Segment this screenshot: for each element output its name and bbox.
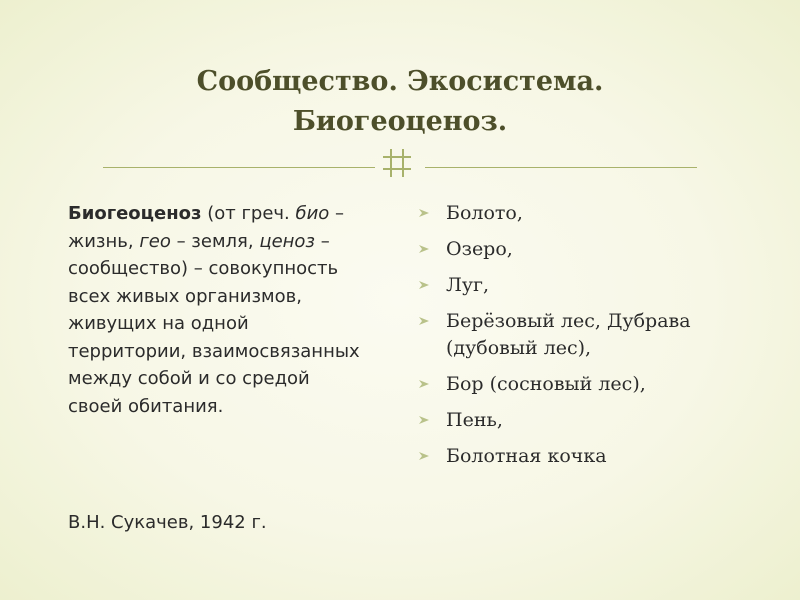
bullet-icon <box>418 243 430 255</box>
bullet-icon <box>418 450 430 462</box>
definition-seg-1: (от греч. <box>201 203 296 224</box>
author-citation: В.Н. Сукачев, 1942 г. <box>68 512 267 533</box>
list-item-text: Озеро, <box>446 238 513 260</box>
list-item-text: Болото, <box>446 202 523 224</box>
list-item <box>418 236 718 263</box>
definition-text <box>68 200 368 420</box>
ornament-icon <box>381 147 413 179</box>
list-item <box>418 371 718 398</box>
list-item-text: Пень, <box>446 409 503 431</box>
bullet-icon <box>418 315 430 327</box>
definition-bio: био <box>295 203 330 224</box>
bullet-icon <box>418 378 430 390</box>
list-item <box>418 407 718 434</box>
definition-cenoz: ценоз <box>259 230 315 252</box>
list-item-text: Луг, <box>446 274 490 296</box>
definition-seg-2: – жизнь, <box>68 203 345 252</box>
slide-title <box>0 62 800 142</box>
list-item <box>418 443 718 470</box>
bullet-icon <box>418 414 430 426</box>
list-item-text: Бор (сосновый лес), <box>446 373 646 395</box>
definition-geo: гео <box>139 230 171 252</box>
title-line-1: Сообщество. Экосистема. <box>196 66 604 97</box>
list-item <box>418 272 718 299</box>
divider-right <box>425 167 697 168</box>
bullet-icon <box>418 279 430 291</box>
list-item <box>418 308 718 362</box>
divider-left <box>103 167 375 168</box>
list-item-text: Берёзовый лес, Дубрава (дубовый лес), <box>446 310 691 359</box>
bullet-icon <box>418 207 430 219</box>
definition-seg-3: – земля, <box>170 230 260 252</box>
examples-list <box>418 200 718 479</box>
definition-term: Биогеоценоз <box>68 203 202 224</box>
list-item-text: Болотная кочка <box>446 445 607 467</box>
definition-seg-4: – сообщество) – совокупность всех живых организмов, живущих на одной территории, взаимосвязанных между собой и со средой своей обитания. <box>68 230 360 417</box>
list-item <box>418 200 718 227</box>
title-line-2: Биогеоценоз. <box>292 106 508 137</box>
